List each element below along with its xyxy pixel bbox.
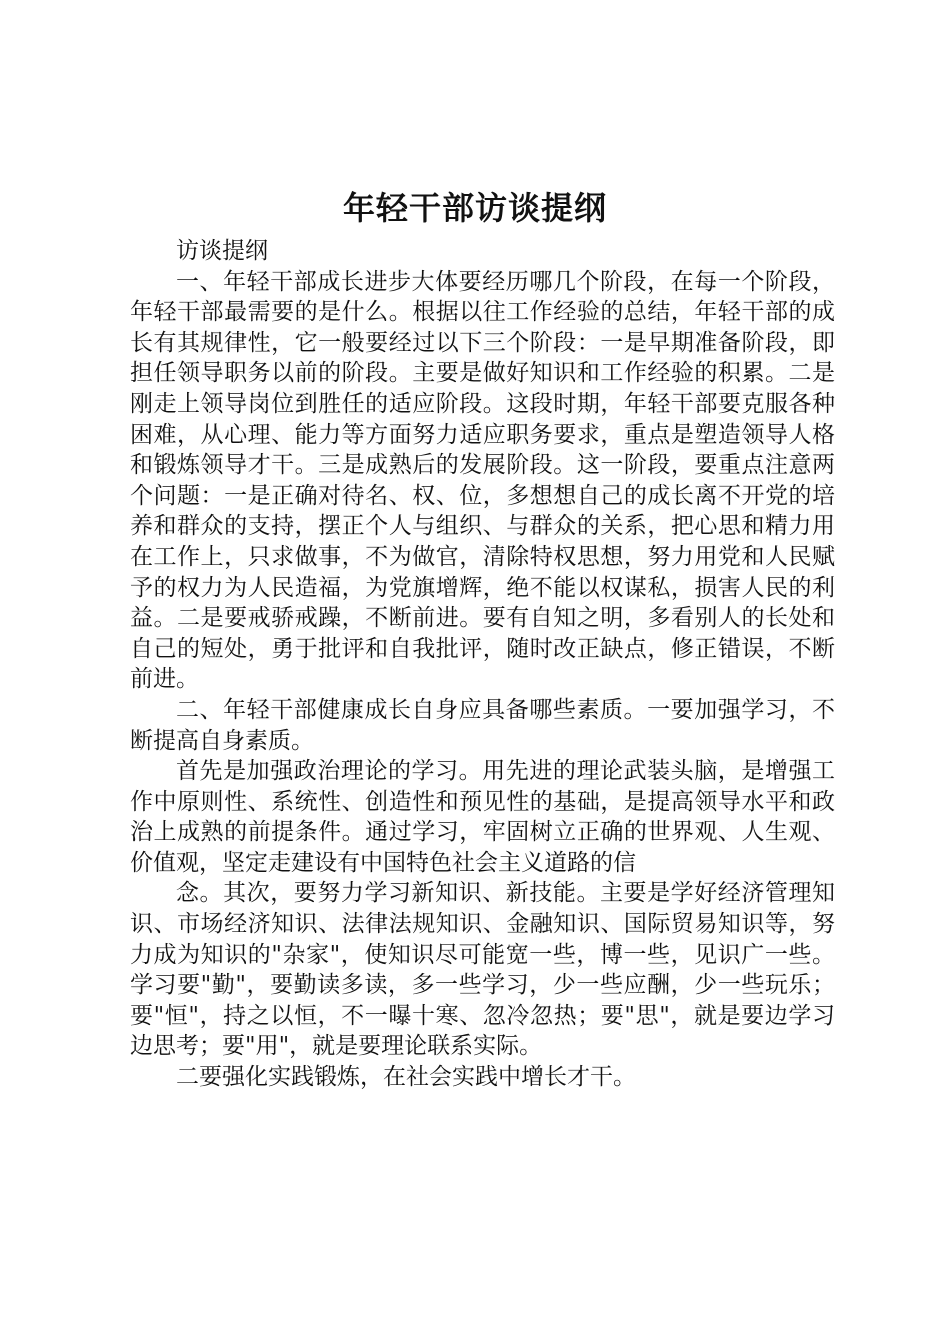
paragraph-question-one: 一、年轻干部成长进步大体要经历哪几个阶段，在每一个阶段，年轻干部最需要的是什么。根据以往工作经验的总结，年轻干部的成长有其规律性，它一般要经过以下三个阶段：一是早期准备阶段，即担任领导职务以前的阶段。主要是做好知识和工作经验的积累。二是刚走上领导岗位到胜任的适应阶段。这段时期，年轻干部要克服各种困难，从心理、能力等方面努力适应职务要求，重点是塑造领导人格和锻炼领导才干。三是成熟后的发展阶段。这一阶段，要重点注意两个问题：一是正确对待名、权、位，多想想自己的成长离不开党的培养和群众的支持，摆正个人与组织、与群众的关系，把心思和精力用在工作上，只求做事，不为做官，清除特权思想，努力用党和人民赋予的权力为人民造福，为党旗增辉，绝不能以权谋私，损害人民的利益。二是要戒骄戒躁，不断前进。要有自知之明，多看别人的长处和自己的短处，勇于批评和自我批评，随时改正缺点，修正错误，不断前进。 <box>130 268 835 693</box>
paragraph-question-two: 二、年轻干部健康成长自身应具备哪些素质。一要加强学习，不断提高自身素质。 <box>130 696 835 754</box>
paragraph-political-theory: 首先是加强政治理论的学习。用先进的理论武装头脑，是增强工作中原则性、系统性、创造性和预见性的基础，是提高领导水平和政治上成熟的前提条件。通过学习，牢固树立正确的世界观、人生观、价值观，坚定走建设有中国特色社会主义道路的信 <box>130 758 835 876</box>
paragraph-new-knowledge: 念。其次，要努力学习新知识、新技能。主要是学好经济管理知识、市场经济知识、法律法规知识、金融知识、国际贸易知识等，努力成为知识的"杂家"，使知识尽可能宽一些，博一些，见识广一些。学习要"勤"，要勤读多读，多一些学习，少一些应酬，少一些玩乐；要"恒"，持之以恒，不一曝十寒、忽冷忽热；要"思"，就是要边学习边思考；要"用"，就是要理论联系实际。 <box>130 880 835 1060</box>
paragraph-practice: 二要强化实践锻炼，在社会实践中增长才干。 <box>176 1064 636 1091</box>
document-title: 年轻干部访谈提纲 <box>342 189 607 227</box>
paragraph-outline-label: 访谈提纲 <box>176 238 268 264</box>
document-body <box>130 236 835 1093</box>
